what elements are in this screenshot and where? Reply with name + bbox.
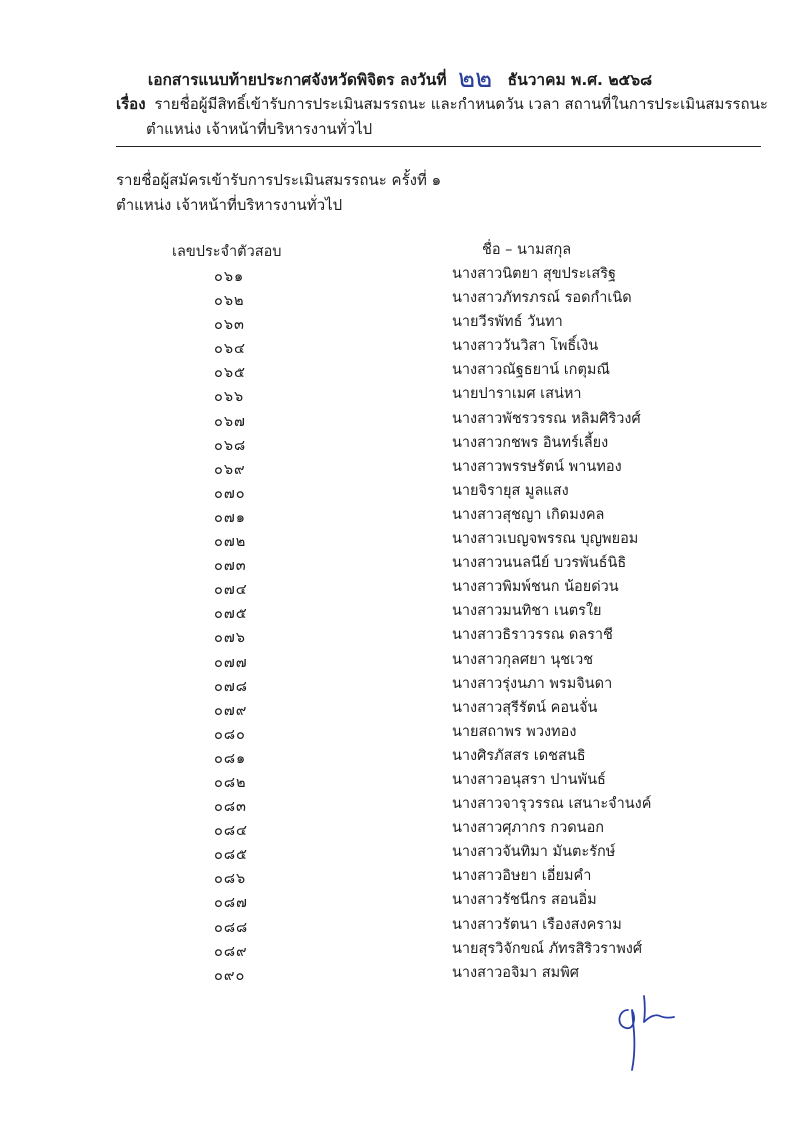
candidate-name: นางสาวมนทิชา เนตรใย [452, 603, 602, 620]
candidate-id: ๐๗๔ [214, 582, 248, 599]
candidate-list [0, 262, 800, 985]
candidate-name: นางสาวธิราวรรณ ดลราชี [452, 627, 613, 644]
title-suffix: ธันวาคม พ.ศ. ๒๕๖๘ [507, 71, 653, 89]
candidate-name: นางสาวสุชญา เกิดมงคล [452, 506, 605, 523]
signature-mark [608, 992, 678, 1072]
table-row [0, 792, 800, 816]
candidate-id: ๐๗๙ [214, 702, 248, 719]
candidate-id: ๐๘๕ [214, 847, 249, 864]
candidate-name: นายวีรพัทธ์ วันทา [452, 314, 563, 331]
table-row [0, 503, 800, 527]
candidate-name: นางสาวอนุสรา ปานพันธ์ [452, 771, 606, 788]
candidate-name: นายจิรายุส มูลแสง [452, 482, 569, 499]
table-row [0, 527, 800, 551]
table-row [0, 599, 800, 623]
candidate-id: ๐๗๐ [214, 485, 246, 502]
table-row [0, 888, 800, 912]
candidate-id: ๐๙๐ [214, 967, 246, 984]
candidate-name: นางสาวอิษยา เอี่ยมคำ [452, 868, 592, 885]
candidate-id: ๐๗๖ [214, 630, 246, 647]
column-header-id: เลขประจำตัวสอบ [172, 244, 282, 260]
candidate-name: นางสาววันวิสา โพธิ์เงิน [452, 338, 599, 355]
candidate-name: นางสาวรัตนา เรืองสงคราม [452, 916, 622, 933]
candidate-name: นางสาวพัชรวรรณ หลิมศิริวงศ์ [452, 410, 641, 427]
candidate-id: ๐๗๒ [214, 534, 247, 551]
candidate-name: นางสาวจันทิมา มันตะรักษ์ [452, 844, 616, 861]
table-row [0, 623, 800, 647]
candidate-name: นางสาวพิมพ์ชนก น้อยด่วน [452, 579, 619, 596]
table-row [0, 864, 800, 888]
candidate-id: ๐๘๘ [214, 919, 249, 936]
candidate-id: ๐๗๑ [214, 509, 246, 526]
candidate-id: ๐๘๙ [214, 943, 248, 960]
intro-round: รายชื่อผู้สมัครเข้ารับการประเมินสมรรถนะ ครั้งที่ ๑ [116, 171, 442, 189]
table-row [0, 431, 800, 455]
candidate-id: ๐๖๙ [214, 461, 246, 478]
subject-text: รายชื่อผู้มีสิทธิ์เข้ารับการประเมินสมรรถนะ และกำหนดวัน เวลา สถานที่ในการประเมินสมรรถนะ [154, 95, 768, 113]
table-row [0, 672, 800, 696]
candidate-id: ๐๘๗ [214, 895, 248, 912]
candidate-name: นางสาวกุลศยา นุชเวช [452, 651, 594, 668]
candidate-name: นางสาวรัชนีกร สอนอิ่ม [452, 892, 597, 909]
table-row [0, 286, 800, 310]
candidate-id: ๐๘๑ [214, 750, 247, 767]
candidate-name: นางสาวสุรีรัตน์ คอนจั่น [452, 699, 598, 716]
candidate-id: ๐๖๔ [214, 341, 247, 358]
intro-position: ตำแหน่ง เจ้าหน้าที่บริหารงานทั่วไป [116, 196, 343, 214]
candidate-id: ๐๖๘ [214, 437, 247, 454]
candidate-name: นางสาวรุ่งนภา พรมจินดา [452, 675, 613, 692]
table-row [0, 816, 800, 840]
candidate-id: ๐๗๗ [214, 654, 248, 671]
candidate-name: นางสาวภัทรภรณ์ รอดกำเนิด [452, 290, 632, 307]
candidate-id: ๐๖๕ [214, 365, 247, 382]
candidate-name: นางสาวกชพร อินทร์เลี้ยง [452, 434, 609, 451]
candidate-id: ๐๗๓ [214, 558, 247, 575]
candidate-name: นางสาวจารุวรรณ เสนาะจำนงค์ [452, 796, 652, 813]
table-row [0, 455, 800, 479]
candidate-id: ๐๖๒ [214, 293, 245, 310]
candidate-id: ๐๗๘ [214, 678, 248, 695]
table-row [0, 720, 800, 744]
table-row [0, 575, 800, 599]
candidate-id: ๐๖๓ [214, 317, 245, 334]
table-row [0, 334, 800, 358]
candidate-name: นางสาวเบญจพรรณ บุญพยอม [452, 531, 639, 548]
candidate-name: นายสถาพร พวงทอง [452, 723, 577, 740]
table-row [0, 913, 800, 937]
candidate-id: ๐๘๓ [214, 799, 247, 816]
candidate-name: นางสาวอจิมา สมพิศ [452, 964, 579, 981]
candidate-name: นางสาวศุภากร กวดนอก [452, 820, 605, 837]
column-header-name: ชื่อ – นามสกุล [482, 242, 572, 258]
table-row [0, 696, 800, 720]
subject-label: เรื่อง [116, 95, 146, 113]
candidate-name: นางสาวนิตยา สุขประเสริฐ [452, 266, 616, 282]
candidate-id: ๐๗๕ [214, 606, 248, 623]
table-row [0, 407, 800, 431]
candidate-id: ๐๖๑ [214, 269, 245, 285]
candidate-id: ๐๖๗ [214, 413, 246, 430]
document-title [0, 56, 800, 97]
candidate-name: นายปาราเมศ เสน่หา [452, 386, 582, 403]
subject-line [116, 92, 768, 116]
table-row [0, 479, 800, 503]
table-row [0, 961, 800, 985]
handwritten-date-day: ๒๒ [457, 64, 493, 94]
table-row [0, 262, 800, 286]
table-row [0, 840, 800, 864]
table-row [0, 551, 800, 575]
candidate-id: ๐๖๖ [214, 389, 245, 406]
title-prefix: เอกสารแนบท้ายประกาศจังหวัดพิจิตร ลงวันที่ [147, 71, 447, 89]
table-row [0, 358, 800, 382]
candidate-id: ๐๘๐ [214, 726, 246, 743]
table-row [0, 937, 800, 961]
candidate-id: ๐๘๖ [214, 871, 247, 888]
candidate-name: นางสาวพรรษรัตน์ พานทอง [452, 458, 622, 475]
candidate-id: ๐๘๒ [214, 774, 247, 791]
candidate-name: นางสาวนนลนีย์ บวรพันธ์นิธิ [452, 555, 627, 572]
candidate-id: ๐๘๔ [214, 823, 249, 840]
table-row [0, 648, 800, 672]
table-row [0, 310, 800, 334]
candidate-name: นางสาวณัฐธยาน์ เกตุมณี [452, 362, 610, 379]
header-divider [116, 146, 761, 147]
candidate-name: นายสุรวิจักขณ์ ภัทรสิริวราพงศ์ [452, 940, 643, 957]
subject-position: ตำแหน่ง เจ้าหน้าที่บริหารงานทั่วไป [146, 120, 373, 138]
table-row [0, 744, 800, 768]
table-row [0, 382, 800, 406]
candidate-name: นางศิรภัสสร เดชสนธิ [452, 747, 586, 764]
table-row [0, 768, 800, 792]
